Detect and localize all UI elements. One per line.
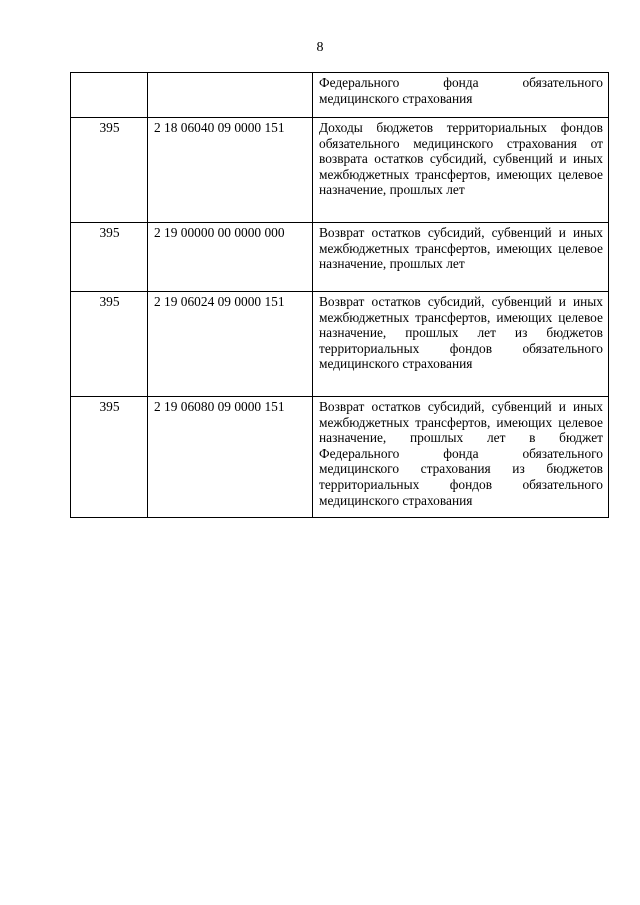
table-row <box>71 292 609 397</box>
admin-code-cell: 395 <box>71 292 148 397</box>
revenue-name-cell: Возврат остатков субсидий, субвенций и иных межбюджетных трансфертов, имеющих целевое назначение, прошлых лет в бюджет Федерального фонда обязательного медицинского страхования из бюджетов территориальных фондов обязательного медицинского страхования <box>313 397 609 518</box>
table-row <box>71 397 609 518</box>
table-row <box>71 73 609 118</box>
admin-code-cell: 395 <box>71 118 148 223</box>
revenue-name-cell: Доходы бюджетов территориальных фондов обязательного медицинского страхования от возврата остатков субсидий, субвенций и иных межбюджетных трансфертов, имеющих целевое назначение, прошлых лет <box>313 118 609 223</box>
revenue-name-cell: Возврат остатков субсидий, субвенций и иных межбюджетных трансфертов, имеющих целевое назначение, прошлых лет <box>313 223 609 292</box>
page-number: 8 <box>316 40 324 55</box>
budget-code-cell: 2 19 06024 09 0000 151 <box>148 292 313 397</box>
admin-code-cell <box>71 73 148 118</box>
budget-classification-table <box>70 72 609 518</box>
budget-code-cell <box>148 73 313 118</box>
admin-code-cell: 395 <box>71 223 148 292</box>
budget-code-cell: 2 19 06080 09 0000 151 <box>148 397 313 518</box>
budget-code-cell: 2 19 00000 00 0000 000 <box>148 223 313 292</box>
admin-code-cell: 395 <box>71 397 148 518</box>
table-row <box>71 118 609 223</box>
budget-code-cell: 2 18 06040 09 0000 151 <box>148 118 313 223</box>
revenue-name-cell: Возврат остатков субсидий, субвенций и иных межбюджетных трансфертов, имеющих целевое назначение, прошлых лет из бюджетов территориальных фондов обязательного медицинского страхования <box>313 292 609 397</box>
table-row <box>71 223 609 292</box>
revenue-name-cell: Федерального фонда обязательного медицинского страхования <box>313 73 609 118</box>
